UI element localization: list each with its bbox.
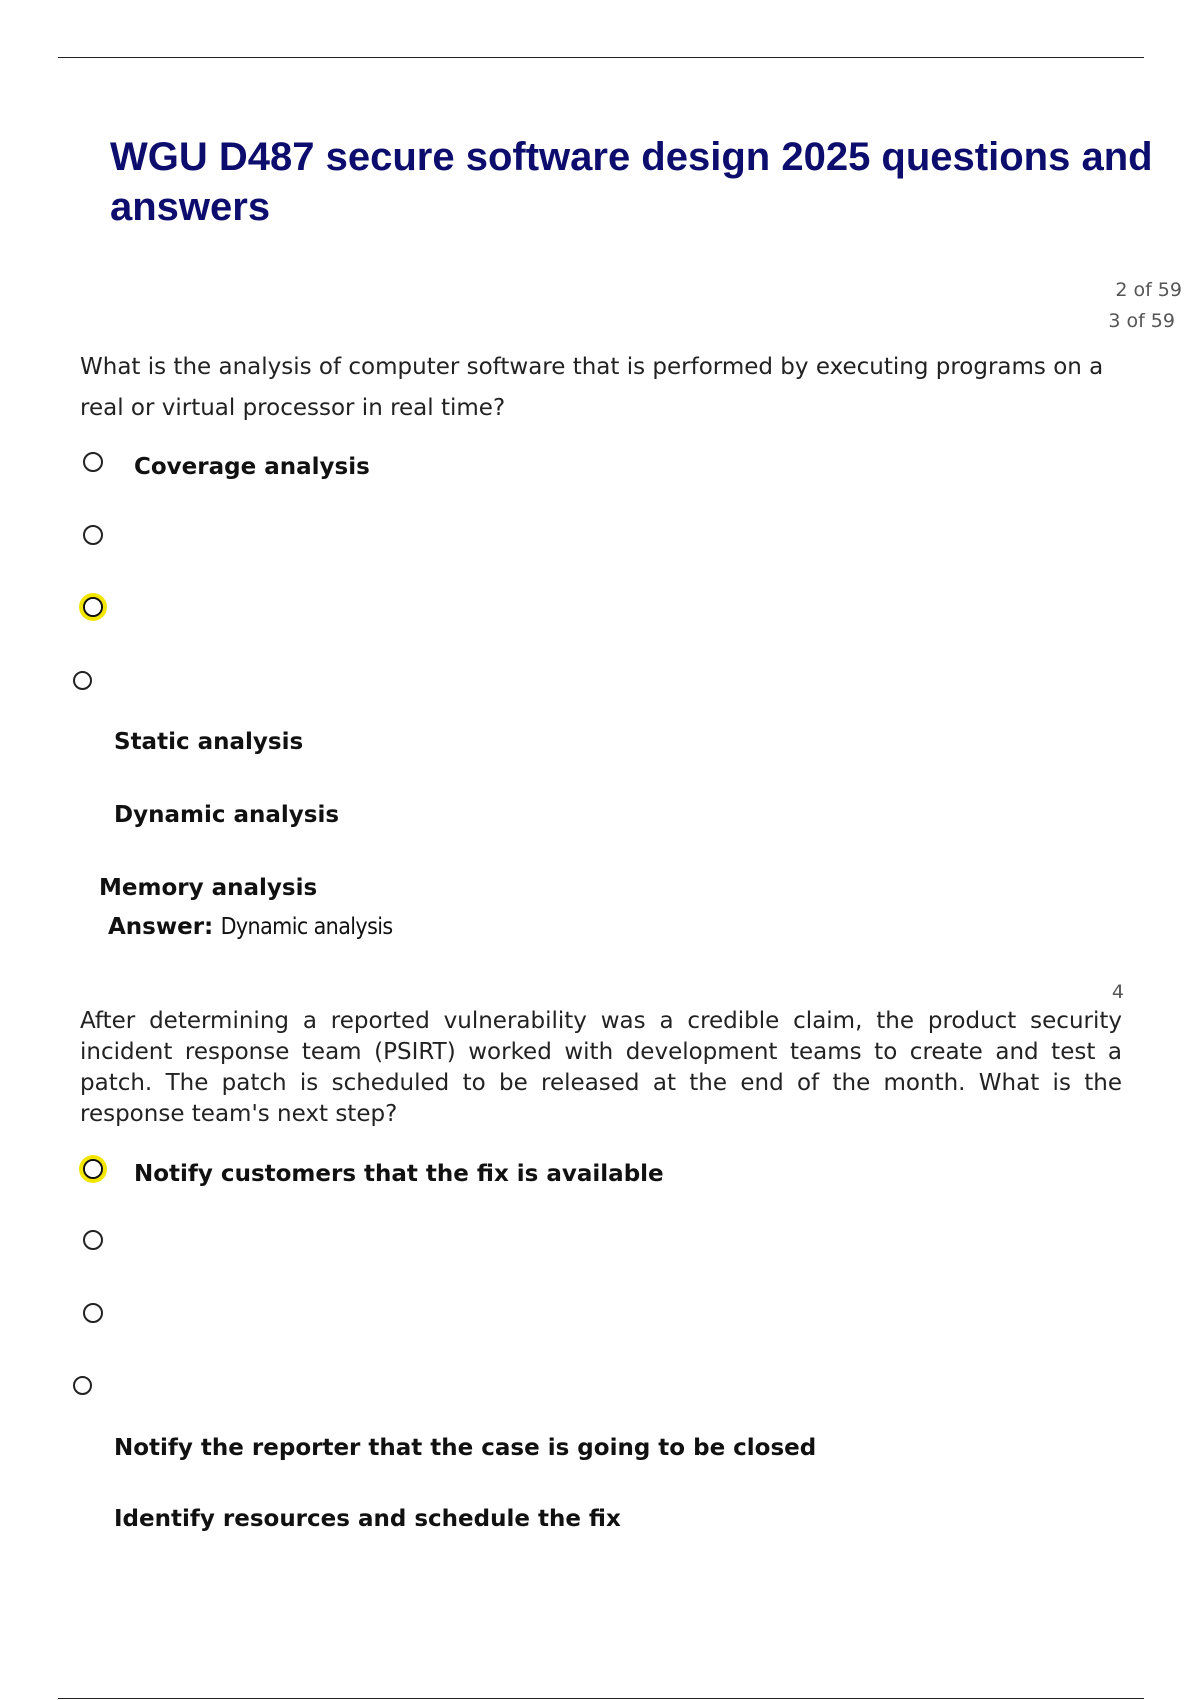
bottom-rule bbox=[58, 1698, 1144, 1699]
q1-option-3-radio[interactable] bbox=[83, 597, 103, 617]
page-label-2: 3 of 59 bbox=[1108, 310, 1175, 332]
q1-answer bbox=[108, 914, 393, 940]
q2-option-1-label[interactable]: Notify customers that the fix is available bbox=[134, 1161, 664, 1187]
q2-option-3-label[interactable]: Identify resources and schedule the fix bbox=[114, 1506, 621, 1532]
q1-option-4-label[interactable]: Memory analysis bbox=[99, 875, 318, 901]
page-number: 4 bbox=[1111, 981, 1124, 1003]
answer-label: Answer: bbox=[108, 914, 214, 940]
q2-option-4-radio[interactable] bbox=[73, 1376, 92, 1395]
q2-option-1-radio[interactable] bbox=[83, 1159, 103, 1179]
page-label-1: 2 of 59 bbox=[1115, 279, 1182, 301]
q1-option-4-radio[interactable] bbox=[73, 671, 92, 690]
q1-option-2-label[interactable]: Static analysis bbox=[114, 729, 304, 755]
answer-value: Dynamic analysis bbox=[220, 914, 393, 940]
question-1-text: What is the analysis of computer software that is performed by executing programs on a real or virtual processor in real time? bbox=[80, 354, 1104, 421]
q1-option-1-radio[interactable] bbox=[83, 452, 103, 472]
q2-option-2-label[interactable]: Notify the reporter that the case is going to be closed bbox=[114, 1435, 817, 1461]
q1-option-2-radio[interactable] bbox=[83, 525, 103, 545]
q1-option-1-label[interactable]: Coverage analysis bbox=[134, 454, 370, 480]
q2-option-2-radio[interactable] bbox=[83, 1230, 103, 1250]
top-rule bbox=[58, 57, 1144, 58]
q2-option-3-radio[interactable] bbox=[83, 1303, 103, 1323]
question-2-text: After determining a reported vulnerability was a credible claim, the product security incident response team (PSIRT) worked with development teams to create and test a patch. The patch is scheduled to be released at the end of the month. What is the response team's next step? bbox=[80, 1008, 1122, 1127]
document-title: WGU D487 secure software design 2025 questions and answers bbox=[110, 135, 1153, 229]
q1-option-3-label[interactable]: Dynamic analysis bbox=[114, 802, 340, 828]
